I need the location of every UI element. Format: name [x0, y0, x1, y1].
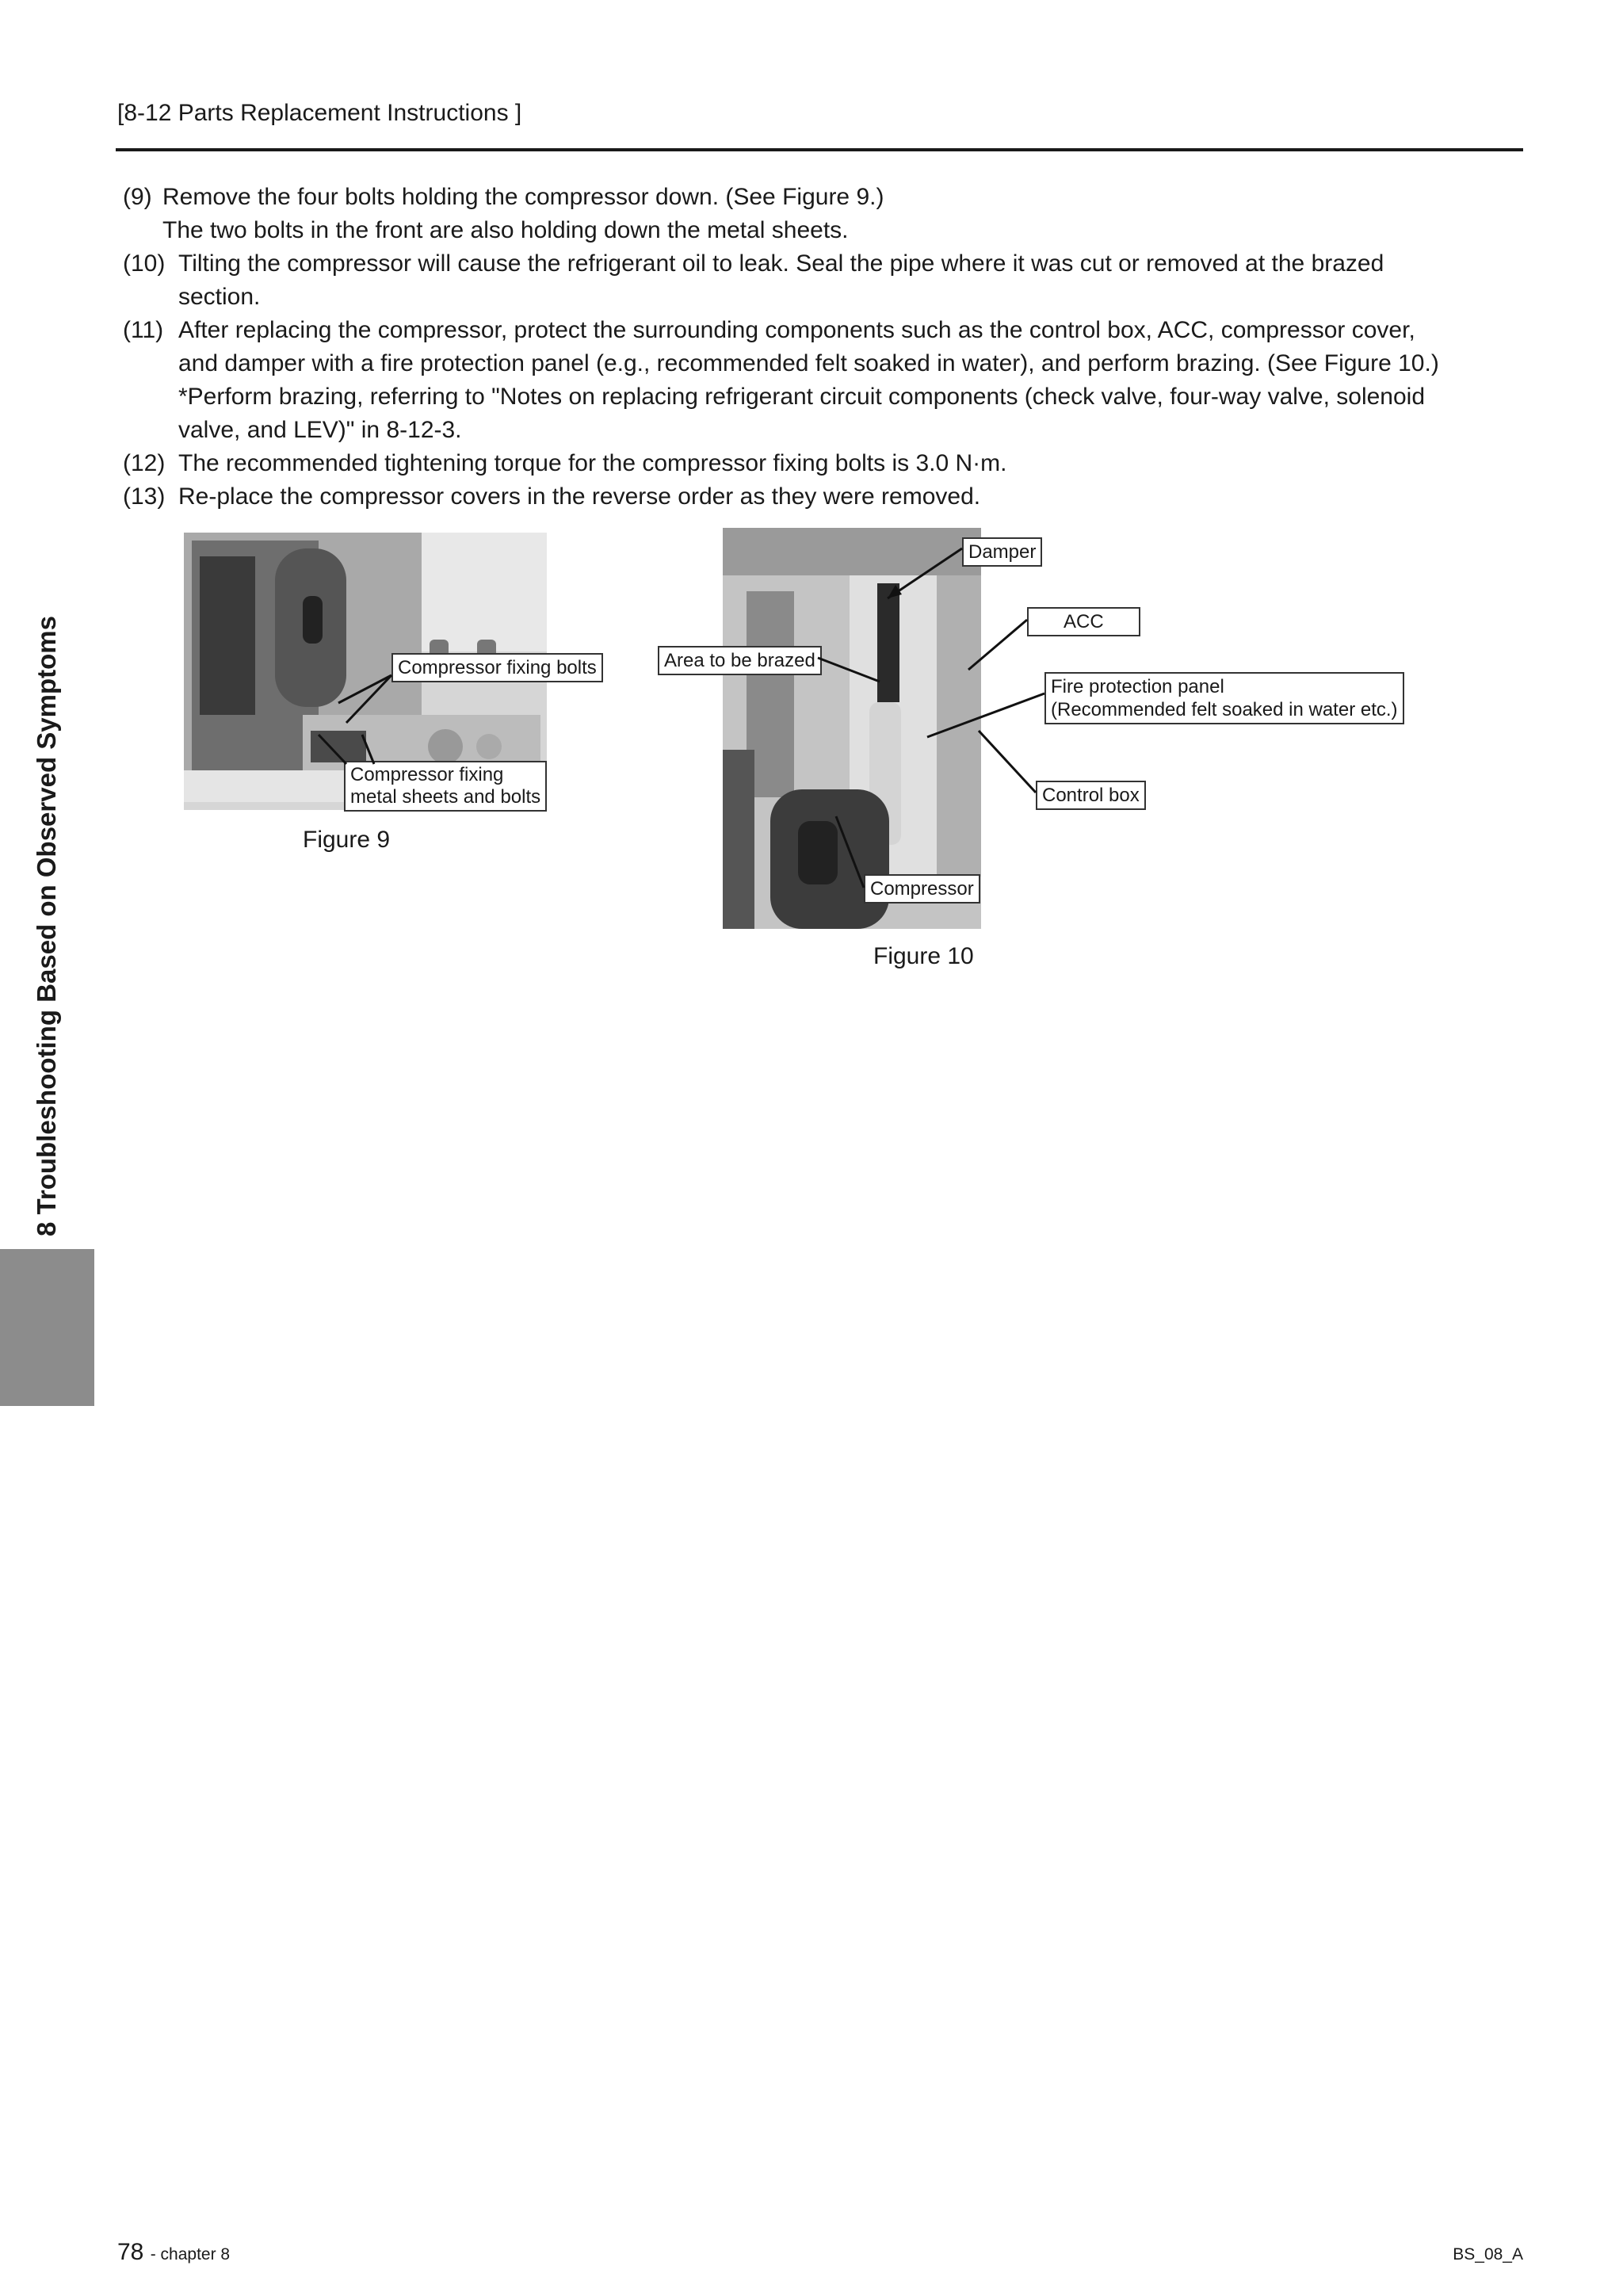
callout-line: (Recommended felt soaked in water etc.) [1051, 699, 1398, 720]
callout-damper: Damper [962, 537, 1042, 567]
callout-fire-protection-panel [1044, 672, 1404, 724]
step-number: (13) [123, 483, 166, 510]
step-number: (9) [123, 184, 152, 210]
chapter-tab-marker [0, 1249, 94, 1406]
chapter-label: - chapter 8 [150, 2245, 231, 2264]
step-line: Re-place the compressor covers in the reverse order as they were removed. [178, 483, 981, 510]
callout-compressor: Compressor [864, 874, 980, 904]
page-number: 78 [117, 2239, 144, 2265]
step-line: valve, and LEV)" in 8-12-3. [178, 417, 462, 443]
step-line: After replacing the compressor, protect the surrounding components such as the control box, ACC, compressor cover, [178, 317, 1415, 343]
step-line: Remove the four bolts holding the compressor down. (See Figure 9.) [162, 184, 884, 210]
step-line: The recommended tightening torque for the compressor fixing bolts is 3.0 N·m. [178, 450, 1007, 476]
figure-10-illustration [723, 528, 981, 929]
step-line: The two bolts in the front are also holding down the metal sheets. [162, 217, 849, 243]
figure-9-caption: Figure 9 [303, 827, 391, 853]
figure-10-photo [723, 528, 981, 929]
step-number: (11) [123, 317, 164, 343]
figure-9-arrows [184, 533, 547, 810]
chapter-side-label: 8 Troubleshooting Based on Observed Symptoms [32, 616, 61, 1236]
step-13 [123, 480, 1518, 514]
step-line: and damper with a fire protection panel (e.g., recommended felt soaked in water), and perform brazing. (See Figure 10.) [178, 350, 1439, 376]
step-10 [123, 247, 1518, 314]
step-line: *Perform brazing, referring to "Notes on replacing refrigerant circuit components (check valve, four-way valve, solenoid [178, 384, 1426, 410]
header-rule [116, 148, 1523, 151]
step-number: (10) [123, 250, 166, 277]
step-11 [123, 314, 1518, 447]
section-title: [8-12 Parts Replacement Instructions ] [117, 100, 522, 126]
step-number: (12) [123, 450, 166, 476]
callout-acc: ACC [1027, 607, 1140, 636]
callout-control-box: Control box [1036, 781, 1146, 810]
callout-line: metal sheets and bolts [350, 786, 541, 808]
figure-10-caption: Figure 10 [873, 943, 974, 969]
step-12 [123, 447, 1518, 480]
doc-code: BS_08_A [1453, 2245, 1523, 2264]
callout-line: Compressor fixing [350, 764, 504, 785]
step-line: Tilting the compressor will cause the refrigerant oil to leak. Seal the pipe where it was cut or removed at the brazed [178, 250, 1384, 277]
callout-line: Fire protection panel [1051, 676, 1224, 697]
instruction-steps [123, 181, 1518, 514]
callout-area-to-be-brazed: Area to be brazed [658, 646, 822, 675]
page-footer-left [117, 2239, 230, 2266]
figure-9-photo [184, 533, 597, 810]
callout-compressor-fixing-bolts: Compressor fixing bolts [391, 653, 603, 682]
step-line: section. [178, 284, 261, 310]
step-9 [123, 181, 1518, 247]
